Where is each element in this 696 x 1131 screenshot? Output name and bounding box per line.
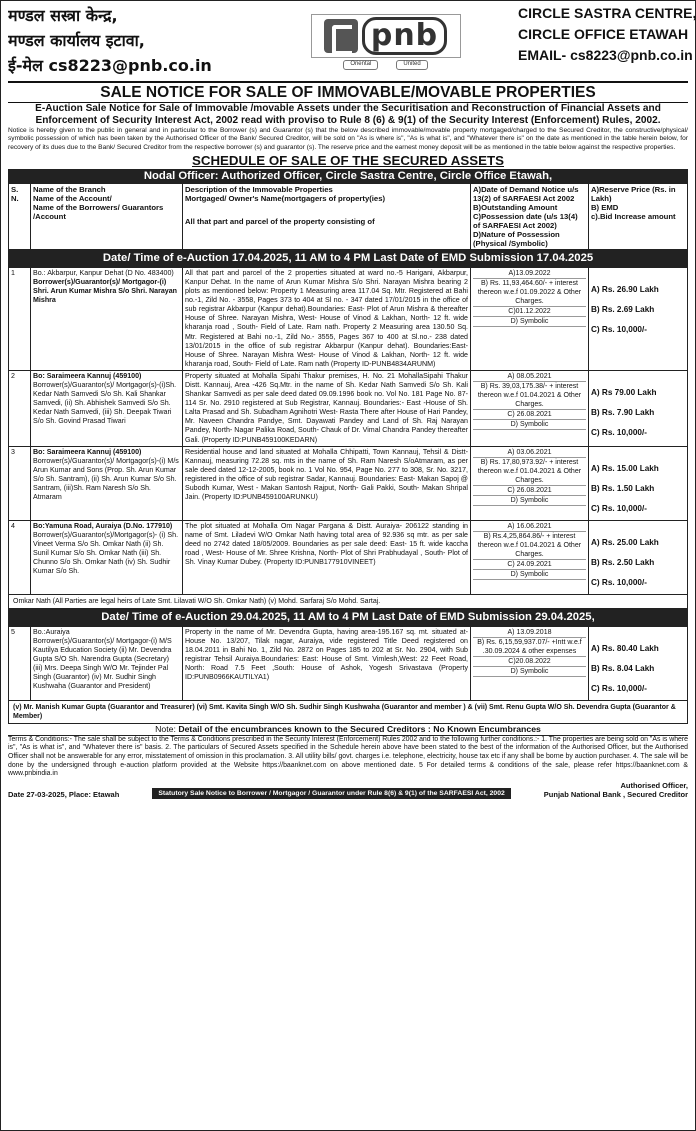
header-reserve-1: A)Reserve Price (Rs. in Lakh) (591, 184, 676, 203)
possession-date: C) 26.08.2021 (473, 410, 586, 420)
property-desc: The plot situated at Mohalla Om Nagar Pargana & Distt. Auraiya- 206122 standing in name of Smt. Liladevi W/O Omkar Nath having total area of 92.936 sq mtr. as per sale deed no 2742 dated 18/05/2009. Boundaries as per sale deed: East- 15 ft. wide kaccha road , West- House of Mr. Shree Krishna, North- Plot of Shri Prabhudayal , South- Plot of Sh. Vinay Kumar Dubey. (Property ID:PUNB177910VINEET) (183, 520, 471, 594)
header-left (8, 3, 253, 81)
row-reserve (589, 520, 688, 594)
row-reserve (589, 370, 688, 446)
signatory (544, 781, 688, 799)
borrower-names: Borrower(s)/Guarantor(s)/ Mortgagor(s)-(i)Sh. Kedar Nath Samvedi S/o Sh. Kali Shankar Samvedi, (ii) Sh. Abhishek Samvedi S/o Sh. Kedar Nath Samvedi, (iii) Sh. Deepak Tiwari S/o Sh. Govind Prasad Tiwari (33, 381, 177, 426)
emd: B) Rs. 8.04 Lakh (591, 663, 655, 673)
emd: B) Rs. 2.50 Lakh (591, 557, 655, 567)
demand-date: A) 08.05.2021 (473, 372, 586, 382)
possession-date: C)01.12.2022 (473, 307, 586, 317)
header-branch (31, 183, 183, 249)
possession-nature: D) Symbolic (473, 496, 586, 506)
possession-date: C) 26.08.2021 (473, 486, 586, 496)
row-sn: 1 (9, 267, 31, 370)
demand-date: A) 16.06.2021 (473, 522, 586, 532)
footer (8, 781, 688, 799)
logo-sub-oriental: Oriental (343, 60, 378, 69)
row-5-extra: (v) Mr. Manish Kumar Gupta (Guarantor and Treasurer) (vi) Smt. Kavita Singh W/O Sh. Sudhir Singh Kushwaha (Guarantor and member ) & (vii) Smt. Renu Gupta W/O Sh. Devendra Gupta (Guarantor & Member) (9, 700, 688, 723)
row-reserve (589, 626, 688, 700)
auction-band-2: Date/ Time of e-Auction 29.04.2025, 11 AM to 4 PM Last Date of EMD Submission 29.04.2025, (9, 608, 688, 626)
header-branch-1: Name of the Branch (33, 184, 106, 194)
bid-increase: C) Rs. 10,000/- (591, 683, 647, 693)
bid-increase: C) Rs. 10,000/- (591, 427, 647, 437)
row-branch (31, 626, 183, 700)
row-branch (31, 446, 183, 520)
emd: B) Rs. 1.50 Lakh (591, 483, 655, 493)
note-label: Note: (155, 723, 176, 734)
header-desc-2: Mortgaged/ Owner's Name(mortgagers of property(ies) (185, 193, 386, 203)
header-dates-2: B)Outstanding Amount (473, 202, 558, 212)
table-row (9, 267, 688, 370)
table-row (9, 520, 688, 594)
row-sn: 4 (9, 520, 31, 594)
hindi-line-1: मण्डल सस्त्रा केन्द्र, (8, 6, 118, 25)
table-row (9, 370, 688, 446)
borrower-names: Borrower(s)/Guarantor(s)/ Mortgagor-(i) M/S Kautilya Education Society (ii) Mr. Devendra Gupta S/O Sh. Narendra Gupta (Secretary) (iii) Mrs. Deepa Singh W/O Mr. Tejinder Pal Singh (Guarantor) (iv) Mr. Sudhir Singh Kushwaha (Guarantor and President) (33, 636, 172, 691)
header-dates-3: C)Possession date (u/s 13(4) of SARFAESI Act 2002) (473, 211, 578, 230)
statutory-note: Statutory Sale Notice to Borrower / Mortgagor / Guarantor under Rule 8(6) & 9(1) of the SARFAESI Act, 2002 (152, 788, 510, 799)
row-sn: 5 (9, 626, 31, 700)
branch-name: Bo:Yamuna Road, Auraiya (D.No. 177910) (33, 521, 173, 530)
possession-nature: D) Symbolic (473, 667, 586, 677)
branch-name: Bo: Saraimeera Kannuj (459100) (33, 447, 142, 456)
branch-name: Bo: Saraimeera Kannuj (459100) (33, 371, 142, 380)
row-dates (471, 267, 589, 370)
outstanding: B) Rs. 6,15,59,937.07/- +Intt w.e.f .30.09.2024 & other expenses (473, 638, 586, 657)
office-line-1: CIRCLE SASTRA CENTRE, (518, 5, 696, 21)
reserve-price: A) Rs. 15.00 Lakh (591, 463, 659, 473)
table-row (9, 446, 688, 520)
table-row (9, 626, 688, 700)
table-header (9, 183, 688, 249)
possession-nature: D) Symbolic (473, 420, 586, 430)
borrower-names: Borrower(s)/Guarantor(s)/Mortgagor(s)- (i) Sh. Vineet Verma S/o Sh. Omkar Nath (ii) Sh. Sunil Kumar S/o Sh. Omkar Nath (iii) Sh. Chunno S/o Sh. Omkar Nath (iv) Sh. Sudhir Kumar S/o Sh. (33, 530, 179, 576)
header-sn: S. N. (9, 183, 31, 249)
property-desc: Property situated at Mohalla Sipahi Thakur premises, H. No. 21 MohallaSipahi Thakur Distt. Kannauj, Area -426 Sq.Mtr. in the name of Sh. Kedar Nath Samvedi S/o Sh. Kali Shankar Samvedi as per sale deed dated 09.09.1996 book no. Vol No. 181 Page No. 87-114 Sr. No. 2910 registered at Sub Registrar, Kannauj. Boundaries:- East -House of Sh. Lalta Prasad and Sh. Subadham Agnihotri West- Rasta There after House of Hari Pandey, Mr. Naveen Chandra Pandye, Smt. Dayawati Pandey and Land of Sh. Raj Narayan Pandey, North- Nagar Palika Road, South- Chauk of Dr. Vimal Chandra Pandey thereafter Gali. (Property ID:PUNB459100KEDARN) (183, 370, 471, 446)
row-dates (471, 626, 589, 700)
header-desc-1: Description of the Immovable Properties (185, 184, 333, 194)
signatory-2: Punjab National Bank , Secured Creditor (543, 790, 688, 800)
row-branch (31, 267, 183, 370)
header-reserve-3: c).Bid Increase amount (591, 211, 676, 221)
reserve-price: A) Rs. 25.00 Lakh (591, 537, 659, 547)
subtitle: E-Auction Sale Notice for Sale of Immovable /movable Assets under the Securitisation and Reconstruction of Financial Assets and Enforcement of Security Interest Act, 2002 read with proviso to Rule 8 (6) & 9(1) of the Security Interest (Enforcement) Rules, 2002. (35, 103, 661, 126)
date-place: Date 27-03-2025, Place: Etawah (8, 790, 120, 800)
property-desc: Residential house and land situated at Mohalla Chhipatti, Town Kannauj, Tehsil & Distt-Kannauj, measuring 72.28 sq. mts in the name of Sh. Ram Naresh S/oAtmaram, as per sale deed dated 12-12-2005, book no. 1 Vol No. 954, Page No. 277 to 308, Sr. No. 3217, registered in the office of sub registrar Sadar, Kannauj. Boundaries: East- Makan Sapoj @ Subodh Kumar, West - Makan Santosh Rajput, North- Gali Pakki, South- Makan Shripal Jain. (Property ID:PUNB459100ARUNKU) (183, 446, 471, 520)
emd: B) Rs. 7.90 Lakh (591, 407, 655, 417)
intro-text: Notice is hereby given to the public in general and in particular to the Borrower (s) and Guarantor (s) that the below described immovable/movable property mortgaged/charged to the Secured Creditor, the constructive/physical/ symbolic possession of which has been taken by the Authorised Officer of the Bank/ Secured Creditor, will be sold on "As is where is", "As is what is", and "Whatever there is" on the date as mentioned in the table herein below, for recovery of its dues due to the Bank/ Secured Creditor from the respective borrower (s) and guarantor (s). The reserve price and the earnest money deposit will be as mentioned in the table below against the respective properties. (8, 127, 688, 151)
row-reserve (589, 267, 688, 370)
row-4-extra: Omkar Nath (All Parties are legal heirs of Late Smt. Lilavati W/O Sh. Omkar Nath) (v) Mohd. Sarfaraj S/o Mohd. Sartaj. (9, 594, 688, 608)
logo-text: pnb (362, 17, 447, 55)
possession-date: C)20.08.2022 (473, 657, 586, 667)
possession-nature: D) Symbolic (473, 317, 586, 327)
bid-increase: C) Rs. 10,000/- (591, 503, 647, 513)
outstanding: B) Rs.4,25,864.86/- + interest thereon w.e.f 01.04.2021 & Other Charges. (473, 532, 586, 560)
header-reserve-2: B) EMD (591, 202, 619, 212)
demand-date: A) 03.06.2021 (473, 448, 586, 458)
row-reserve (589, 446, 688, 520)
row-sn: 3 (9, 446, 31, 520)
property-desc: Property in the name of Mr. Devendra Gupta, having area-195.167 sq. mt. situated at- House No. 13/207, Tilak nagar, Auraiya, vide registered Title Deed registered on 18.04.2011 in Bahi No. 1, Zild No. 2872 on Pages 185 to 202 at Sr. No. 2904, with Sub registrar Tehsil Auraiya.Boundaries: East: House of Smt. Vimlesh,West: 22 Feet Road, North: Road 7.5 Feet ,South: House of Ashok, Yogesh Srivastava (Property ID:PUNB0966KAUTILYA1) (183, 626, 471, 700)
bid-increase: C) Rs. 10,000/- (591, 577, 647, 587)
nodal-officer: Nodal Officer: Authorized Officer, Circle Sastra Centre, Circle Office Etawah, (8, 169, 688, 183)
hindi-email: ई-मेल cs8223@pnb.co.in (8, 56, 212, 75)
outstanding: B) Rs. 11,93,464.60/- + interest thereon w.e.f 01.09.2022 & Other Charges. (473, 279, 586, 307)
pnb-mark-icon (324, 19, 358, 53)
signatory-1: Authorised Officer, (620, 781, 688, 791)
row-dates (471, 370, 589, 446)
outstanding: B) Rs. 39,03,175.38/- + interest thereon w.e.f 01.04.2021 & Other Charges. (473, 382, 586, 410)
office-email: EMAIL- cs8223@pnb.co.in (518, 47, 693, 63)
header-dates (471, 183, 589, 249)
note-text: Detail of the encumbrances known to the Secured Creditors : No Known Encumbrances (178, 723, 541, 734)
branch-name: Bo.:Auraiya (33, 627, 70, 636)
logo-box (311, 14, 461, 58)
reserve-price: A) Rs. 26.90 Lakh (591, 284, 659, 294)
property-desc: All that part and parcel of the 2 properties situated at ward no.-5 Harigani, Akbarpur, Kanpur Dehat. In the name of Arun Kumar Mishra S/o Shri. Narayan Mishra bearing 2 plots as mentioned below: Property 1 Measuring area 117.04 Sq. Mtr. Registered at Bahi no.-1, Zild No. - 3558, Pages 373 to 404 at Sl no. - 347 dated 17/01/2015 in the office of sub registrar Akbarpur (Kanpur dehat).Boundaries: East- Plot of Arun Mishra & thereafter House of Shree. Narayan Mishra, West- House of Vinod & Lakhan, North- 12 ft. wide kharanja road , South- Field of Late. Ram nath. Property 2 Measuring area 130.50 Sq. Mtr. Registered at Bahi no.-1, Zild No.- 3555, Pages 367 to 400 at Sl.no.- 238 dated 13/01/2015 in the office of sub registrar Akbarpur (Kanpur dehat). Boundaries:East- House of Shree. Narayan Mishra West- House of Vinod & Lakhan, North- 12 ft. wide kharanja road, South- Field of Late. Ram nath (Property ID-PUNB4834ARUNM) (183, 267, 471, 370)
office-line-2: CIRCLE OFFICE ETAWAH (518, 26, 689, 42)
borrower-names: Borrower(s)/Guarantor(s)/ Mortgagor-(i) Shri. Arun Kumar Mishra S/o Shri. Narayan Mishra (33, 277, 178, 305)
terms-conditions: Terms & Conditions:- The sale shall be subject to the Terms & Conditions prescribed in the Security Interest (Enforcement) Rules 2002 and to the following further conditions.:- 1. The properties are being sold on "As is where is", "As is what is", and "Whatever there is" basis. 2. The particulars of Secured Assets specified in the Schedule herein above have been stated to the best of the information of the Authorised Officer, but the Authorised Officer shall not be answerable for any error, misstatement of omission in this proclamation. 3. All utility bills/ govt. charges i.e. telephone, electricity, house tax etc if any shall be borne by auction purchaser. 4. The sale will be done by the undersigned through e-auction platform provided at the Website https://baanknet.com on above mentioned date. 5 For detailed terms & conditions of the sale, please refer https://baanknet.com & www.pnbindia.in (8, 735, 688, 778)
demand-date: A)13.09.2022 (473, 269, 586, 279)
logo-sub (343, 60, 427, 69)
schedule-title: SCHEDULE OF SALE OF THE SECURED ASSETS (191, 152, 505, 168)
bid-increase: C) Rs. 10,000/- (591, 324, 647, 334)
header-reserve (589, 183, 688, 249)
page-title: SALE NOTICE FOR SALE OF IMMOVABLE/MOVABLE PROPERTIES (8, 83, 688, 103)
emd: B) Rs. 2.69 Lakh (591, 304, 655, 314)
row-dates (471, 520, 589, 594)
auction-band-1: Date/ Time of e-Auction 17.04.2025, 11 AM to 4 PM Last Date of EMD Submission 17.04.2025 (9, 249, 688, 267)
row-dates (471, 446, 589, 520)
outstanding: B) Rs. 17,80,973.92/- + interest thereon w.e.f 01.04.2021 & Other Charges. (473, 458, 586, 486)
encumbrance-note (8, 724, 688, 736)
header-branch-3: Name of the Borrowers/ Guarantors /Account (33, 202, 164, 221)
header-right (518, 3, 696, 81)
reserve-price: A) Rs 79.00 Lakh (591, 387, 657, 397)
row-branch (31, 520, 183, 594)
schedule-table (8, 183, 688, 724)
header-desc-3: All that part and parcel of the property consisting of (185, 216, 375, 226)
hindi-line-2: मण्डल कार्यालय इटावा, (8, 31, 145, 50)
header-dates-1: A)Date of Demand Notice u/s 13(2) of SARFAESI Act 2002 (473, 184, 579, 203)
header-desc (183, 183, 471, 249)
possession-date: C) 24.09.2021 (473, 560, 586, 570)
logo-sub-united: United (396, 60, 427, 69)
borrower-names: Borrower(s)/Guarantor(s)/ Mortgagor(s)-(i) M/s Arun Kumar and Sons (Prop. Sh. Arun Kumar S/o Sh. Santram), (ii) Sh. Arun Kumar S/o Sh. Santram, (iii)Sh. Ram Naresh S/o Sh. Atmaram (33, 456, 179, 502)
header-branch-2: Name of the Account/ (33, 193, 112, 203)
branch-name: Bo.: Akbarpur, Kanpur Dehat (D No. 483400) (33, 268, 174, 277)
reserve-price: A) Rs. 80.40 Lakh (591, 643, 659, 653)
row-branch (31, 370, 183, 446)
demand-date: A) 13.09.2018 (473, 628, 586, 638)
possession-nature: D) Symbolic (473, 570, 586, 580)
pnb-logo (306, 3, 466, 81)
header (8, 3, 696, 83)
header-dates-4: D)Nature of Possession (Physical /Symbolic) (473, 229, 560, 248)
row-sn: 2 (9, 370, 31, 446)
